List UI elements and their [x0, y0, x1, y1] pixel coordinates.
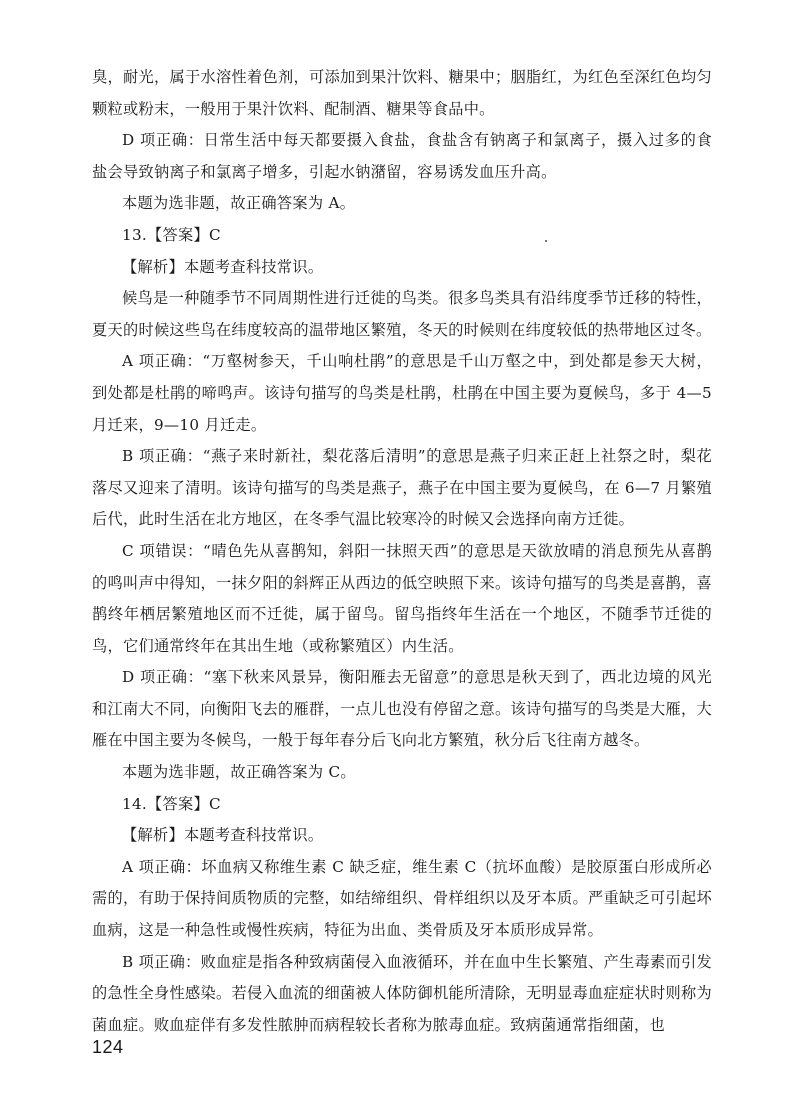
- paragraph-option-a-cuckoo: A 项正确：“万壑树参天，千山响杜鹃”的意思是千山万壑之中，到处都是参天大树，到处都是杜鹃的啼鸣声。该诗句描写的鸟类是杜鹃，杜鹃在中国主要为夏候鸟，多于 4—5 月迁来，9—10 月迁走。: [92, 352, 712, 434]
- paragraph-option-d-salt: D 项正确：日常生活中每天都要摄入食盐，食盐含有钠离子和氯离子，摄入过多的食盐会导致钠离子和氯离子增多，引起水钠潴留，容易诱发血压升高。: [92, 131, 712, 181]
- heading-answer-13: 13.【答案】C: [122, 225, 221, 244]
- paragraph-option-c-magpie: C 项错误：“晴色先从喜鹊知，斜阳一抹照天西”的意思是天欲放晴的消息预先从喜鹊的鸣叫声中得知，一抹夕阳的斜辉正从西边的低空映照下来。该诗句描写的鸟类是喜鹊，喜鹊终年栖居繁殖地区而不迁徙，属于留鸟。留鸟指终年生活在一个地区，不随季节迁徙的鸟，它们通常终年在其出生地（或称繁殖区）内生活。: [92, 541, 712, 655]
- heading-answer-14: 14.【答案】C: [122, 794, 221, 813]
- paragraph-option-b-swallow: B 项正确：“燕子来时新社，梨花落后清明”的意思是燕子归来正赶上社祭之时，梨花落尽又迎来了清明。该诗句描写的鸟类是燕子，燕子在中国主要为夏候鸟，在 6—7 月繁殖后代，此时生活在北方地区，在冬季气温比较寒冷的时候又会选择向南方迁徙。: [92, 447, 712, 529]
- paragraph-migratory-birds: 候鸟是一种随季节不同周期性进行迁徙的鸟类。很多鸟类具有沿纬度季节迁移的特性，夏天的时候这些鸟在纬度较高的温带地区繁殖，冬天的时候则在纬度较低的热带地区过冬。: [92, 289, 712, 339]
- page-number: 124: [92, 1037, 124, 1057]
- heading-analysis-13: 【解析】本题考查科技常识。: [122, 257, 324, 276]
- paragraph-answer-13: 本题为选非题，故正确答案为 C。: [122, 763, 356, 782]
- body-text: [92, 62, 712, 1041]
- paragraph-option-b-sepsis: B 项正确：败血症是指各种致病菌侵入血液循环，并在血中生长繁殖、产生毒素而引发的急性全身性感染。若侵入血流的细菌被人体防御机能所清除，无明显毒血症症状时则称为菌血症。败血症伴有多发性脓肿而病程较长者称为脓毒血症。致病菌通常指细菌，也: [92, 952, 712, 1034]
- paragraph-answer-12: 本题为选非题，故正确答案为 A。: [122, 194, 356, 213]
- paragraph-option-a-scurvy: A 项正确：坏血病又称维生素 C 缺乏症，维生素 C（抗坏血酸）是胶原蛋白形成所必需的，有助于保持间质物质的完整，如结缔组织、骨样组织以及牙本质。严重缺乏可引起坏血病，这是一种急性或慢性疾病，特征为出血、类骨质及牙本质形成异常。: [92, 857, 712, 940]
- paragraph-option-d-goose: D 项正确：“塞下秋来风景异，衡阳雁去无留意”的意思是秋天到了，西北边境的风光和江南大不同，向衡阳飞去的雁群，一点儿也没有停留之意。该诗句描写的鸟类是大雁，大雁在中国主要为冬候鸟，一般于每年春分后飞向北方繁殖，秋分后飞往南方越冬。: [92, 668, 712, 750]
- paragraph-continued: 臭，耐光，属于水溶性着色剂，可添加到果汁饮料、糖果中；胭脂红，为红色至深红色均匀颗粒或粉末，一般用于果汁饮料、配制酒、糖果等食品中。: [92, 68, 712, 118]
- heading-analysis-14: 【解析】本题考查科技常识。: [122, 826, 324, 845]
